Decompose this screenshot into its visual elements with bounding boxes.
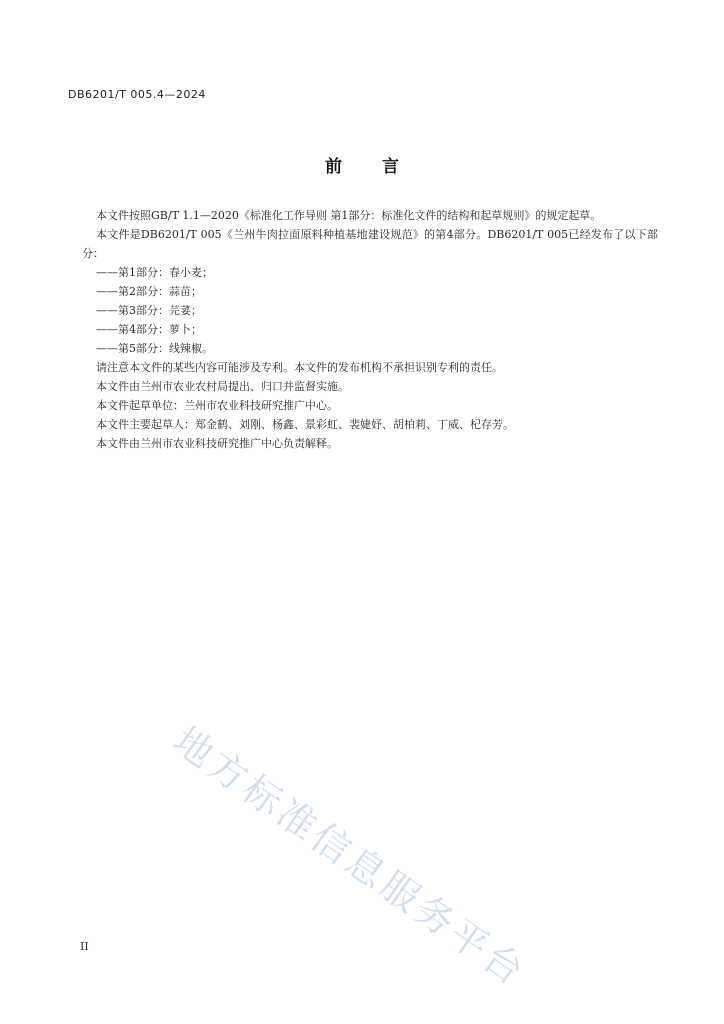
list-item: ——第3部分：芫荽； bbox=[96, 304, 202, 317]
watermark: 地方标准信息服务平台 bbox=[165, 718, 535, 996]
parts-list bbox=[82, 263, 658, 358]
paragraph-interpretation: 本文件由兰州市农业科技研究推广中心负责解释。 bbox=[96, 437, 338, 450]
paragraph-drafting-rules: 本文件按照GB/T 1.1—2020《标准化工作导则 第1部分：标准化文件的结构和起草规则》的规定起草。 bbox=[96, 209, 602, 222]
paragraph-series-intro: 本文件是DB6201/T 005《兰州牛肉拉面原料种植基地建设规范》的第4部分。DB6201/T 005已经发布了以下部分： bbox=[82, 228, 658, 260]
list-item: ——第4部分：萝卜； bbox=[96, 323, 202, 336]
paragraph-drafters: 本文件主要起草人：郑金鹤、刘刚、杨鑫、景彩虹、裴婕妤、胡柏莉、丁威、杞存芳。 bbox=[96, 418, 514, 431]
paragraph-patent-notice: 请注意本文件的某些内容可能涉及专利。本文件的发布机构不承担识别专利的责任。 bbox=[96, 361, 503, 374]
document-body bbox=[82, 206, 658, 453]
page-title: 前言 bbox=[325, 157, 439, 177]
paragraph-drafting-unit: 本文件起草单位：兰州市农业科技研究推广中心。 bbox=[96, 399, 338, 412]
list-item: ——第1部分：春小麦； bbox=[96, 266, 213, 279]
page-number: II bbox=[80, 940, 89, 953]
paragraph-proposer: 本文件由兰州市农业农村局提出、归口并监督实施。 bbox=[96, 380, 349, 393]
document-code: DB6201/T 005.4—2024 bbox=[68, 88, 206, 101]
list-item: ——第5部分：线辣椒。 bbox=[96, 342, 213, 355]
list-item: ——第2部分：蒜苗； bbox=[96, 285, 202, 298]
